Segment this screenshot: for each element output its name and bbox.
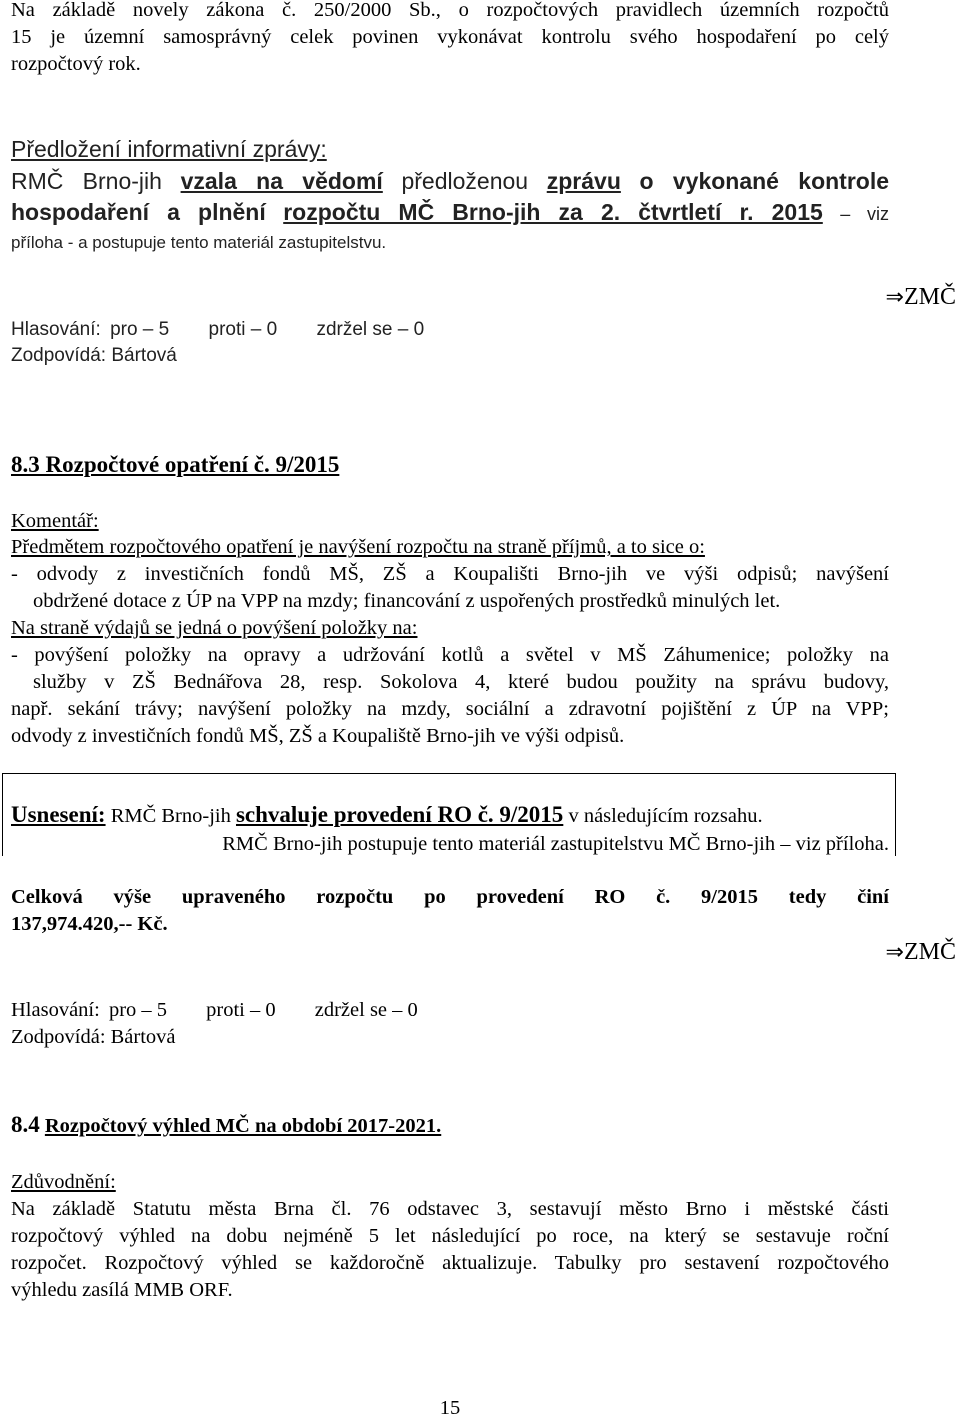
- comment-label: Komentář:: [11, 510, 99, 532]
- income-item-line-1: - odvody z investičních fondů MŠ, ZŠ a Koupališti Brno-jih ve výši odpisů; navýšení: [11, 563, 889, 585]
- intro-line-1: Na základě novely zákona č. 250/2000 Sb., o rozpočtových pravidlech územních rozpočtů: [11, 0, 889, 21]
- resolution-box-top-border: [2, 773, 895, 774]
- intro-line-3: rozpočtový rok.: [11, 53, 141, 75]
- section-8-3-heading: 8.3 Rozpočtové opatření č. 9/2015: [11, 452, 340, 477]
- vote-line-1: Hlasování: pro – 5 proti – 0 zdržel se – 0: [11, 319, 425, 340]
- responsible-line-2: Zodpovídá: Bártová: [11, 1026, 176, 1048]
- reason-label: Zdůvodnění:: [11, 1171, 116, 1193]
- reason-line-4: výhledu zasílá MMB ORF.: [11, 1279, 233, 1301]
- report-line-1: RMČ Brno-jih vzala na vědomí předloženou zprávu o vykonané kontrole: [11, 168, 890, 194]
- expense-item-line-2: služby v ZŠ Bednářova 28, resp. Sokolova 4, které budou použity na správu budovy,: [33, 671, 889, 693]
- intro-line-2: 15 je územní samosprávný celek povinen vykonávat kontrolu svého hospodaření po celý: [11, 26, 889, 48]
- income-item-line-2: obdržené dotace z ÚP na VPP na mzdy; financování z uspořených prostředků minulých let.: [33, 590, 781, 612]
- implies-arrow-icon: ⇒: [885, 285, 904, 310]
- total-budget-line-1: Celková výše upraveného rozpočtu po provedení RO č. 9/2015 tedy činí: [11, 886, 889, 908]
- expense-item-line-1: - povýšení položky na opravy a udržování kotlů a světel v MŠ Záhumenice; položky na: [11, 644, 889, 666]
- section-8-4-heading: 8.4 Rozpočtový výhled MČ na období 2017-2021.: [11, 1112, 442, 1137]
- expense-item-line-3: např. sekání trávy; navýšení položky na mzdy, sociální a zdravotní pojištění z ÚP na VPP;: [11, 698, 889, 720]
- zmc-forward-2: ⇒ZMČ: [885, 939, 956, 965]
- vote-line-2: Hlasování: pro – 5 proti – 0 zdržel se – 0: [11, 999, 418, 1021]
- report-line-3: příloha - a postupuje tento materiál zastupitelstvu.: [11, 233, 387, 252]
- resolution-box-left-border: [2, 773, 3, 856]
- reason-line-1: Na základě Statutu města Brna čl. 76 odstavec 3, sestavují město Brno i městské části: [11, 1198, 889, 1220]
- page-number: 15: [439, 1397, 461, 1419]
- expense-line: Na straně výdajů se jedná o povýšení položky na:: [11, 617, 418, 639]
- resolution-box-right-border: [895, 773, 896, 856]
- reason-line-3: rozpočet. Rozpočtový výhled se každoročně aktualizuje. Tabulky pro sestavení rozpočtového: [11, 1252, 889, 1274]
- report-line-2: hospodaření a plnění rozpočtu MČ Brno-jih za 2. čtvrtletí r. 2015 – viz: [11, 199, 889, 225]
- resolution-line-2: RMČ Brno-jih postupuje tento materiál zastupitelstvu MČ Brno-jih – viz příloha.: [222, 833, 889, 855]
- resolution-line-1: Usnesení: RMČ Brno-jih schvaluje provedení RO č. 9/2015 v následujícím rozsahu.: [11, 802, 763, 827]
- responsible-line-1: Zodpovídá: Bártová: [11, 345, 177, 366]
- zmc-forward-1: ⇒ZMČ: [885, 284, 956, 310]
- reason-line-2: rozpočtový výhled na dobu nejméně 5 let následující po roce, na který se sestavuje roční: [11, 1225, 889, 1247]
- report-heading: Předložení informativní zprávy:: [11, 136, 327, 162]
- subject-line: Předmětem rozpočtového opatření je navýšení rozpočtu na straně příjmů, a to sice o:: [11, 536, 705, 558]
- expense-item-line-4: odvody z investičních fondů MŠ, ZŠ a Koupaliště Brno-jih ve výši odpisů.: [11, 725, 625, 747]
- implies-arrow-icon: ⇒: [885, 940, 904, 965]
- total-budget-line-2: 137,974.420,-- Kč.: [11, 913, 168, 935]
